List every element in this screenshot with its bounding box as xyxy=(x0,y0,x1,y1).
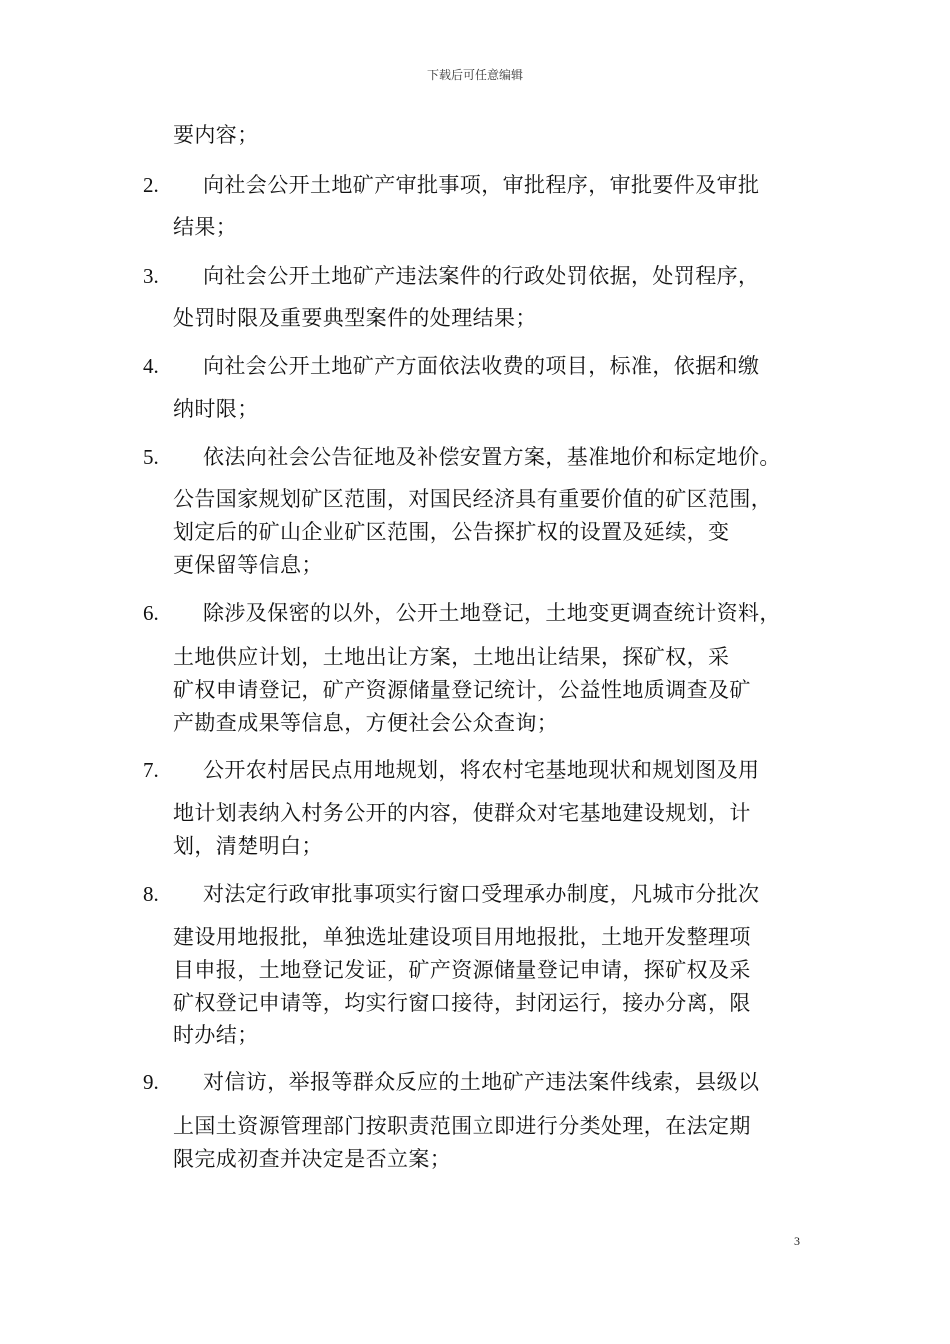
list-item-line: 矿权登记申请等，均实行窗口接待，封闭运行，接办分离，限 xyxy=(173,991,751,1015)
list-item-line: 公告国家规划矿区范围，对国民经济具有重要价值的矿区范围， xyxy=(173,487,773,511)
list-item-line: 处罚时限及重要典型案件的处理结果； xyxy=(173,306,537,330)
list-item-line: 建设用地报批，单独选址建设项目用地报批，土地开发整理项 xyxy=(173,925,751,949)
list-item-line: 向社会公开土地矿产违法案件的行政处罚依据，处罚程序， xyxy=(203,264,760,288)
list-item-line: 地计划表纳入村务公开的内容，使群众对宅基地建设规划，计 xyxy=(173,801,751,825)
list-number: 4. xyxy=(143,354,159,378)
list-item-line: 结果； xyxy=(173,215,238,239)
list-item-line: 向社会公开土地矿产审批事项，审批程序，审批要件及审批 xyxy=(203,173,760,197)
list-number: 3. xyxy=(143,264,159,288)
list-item-line: 除涉及保密的以外，公开土地登记，土地变更调查统计资料， xyxy=(203,601,781,625)
lead-line: 要内容； xyxy=(173,123,259,147)
list-number: 9. xyxy=(143,1070,159,1094)
list-item-line: 上国土资源管理部门按职责范围立即进行分类处理，在法定期 xyxy=(173,1114,751,1138)
list-item-line: 对信访，举报等群众反应的土地矿产违法案件线索，县级以 xyxy=(203,1070,760,1094)
list-number: 6. xyxy=(143,601,159,625)
list-item-line: 产勘查成果等信息，方便社会公众查询； xyxy=(173,711,559,735)
list-item-line: 限完成初查并决定是否立案； xyxy=(173,1147,452,1171)
list-number: 5. xyxy=(143,445,159,469)
list-number: 8. xyxy=(143,882,159,906)
page-number: 3 xyxy=(794,1234,800,1248)
list-item-line: 依法向社会公告征地及补偿安置方案，基准地价和标定地价。 xyxy=(203,445,781,469)
list-item-line: 纳时限； xyxy=(173,397,259,421)
list-item-line: 对法定行政审批事项实行窗口受理承办制度，凡城市分批次 xyxy=(203,882,760,906)
list-item-line: 向社会公开土地矿产方面依法收费的项目，标准，依据和缴 xyxy=(203,354,760,378)
list-item-line: 土地供应计划，土地出让方案，土地出让结果，探矿权，采 xyxy=(173,645,730,669)
list-item-line: 矿权申请登记，矿产资源储量登记统计，公益性地质调查及矿 xyxy=(173,678,751,702)
list-number: 7. xyxy=(143,758,159,782)
list-item-line: 时办结； xyxy=(173,1023,259,1047)
list-item-line: 划，清楚明白； xyxy=(173,834,323,858)
list-number: 2. xyxy=(143,173,159,197)
list-item-line: 划定后的矿山企业矿区范围，公告探扩权的设置及延续，变 xyxy=(173,520,730,544)
list-item-line: 目申报，土地登记发证，矿产资源储量登记申请，探矿权及采 xyxy=(173,958,751,982)
list-item-line: 更保留等信息； xyxy=(173,553,323,577)
list-item-line: 公开农村居民点用地规划，将农村宅基地现状和规划图及用 xyxy=(203,758,760,782)
page-header: 下载后可任意编辑 xyxy=(426,68,523,82)
